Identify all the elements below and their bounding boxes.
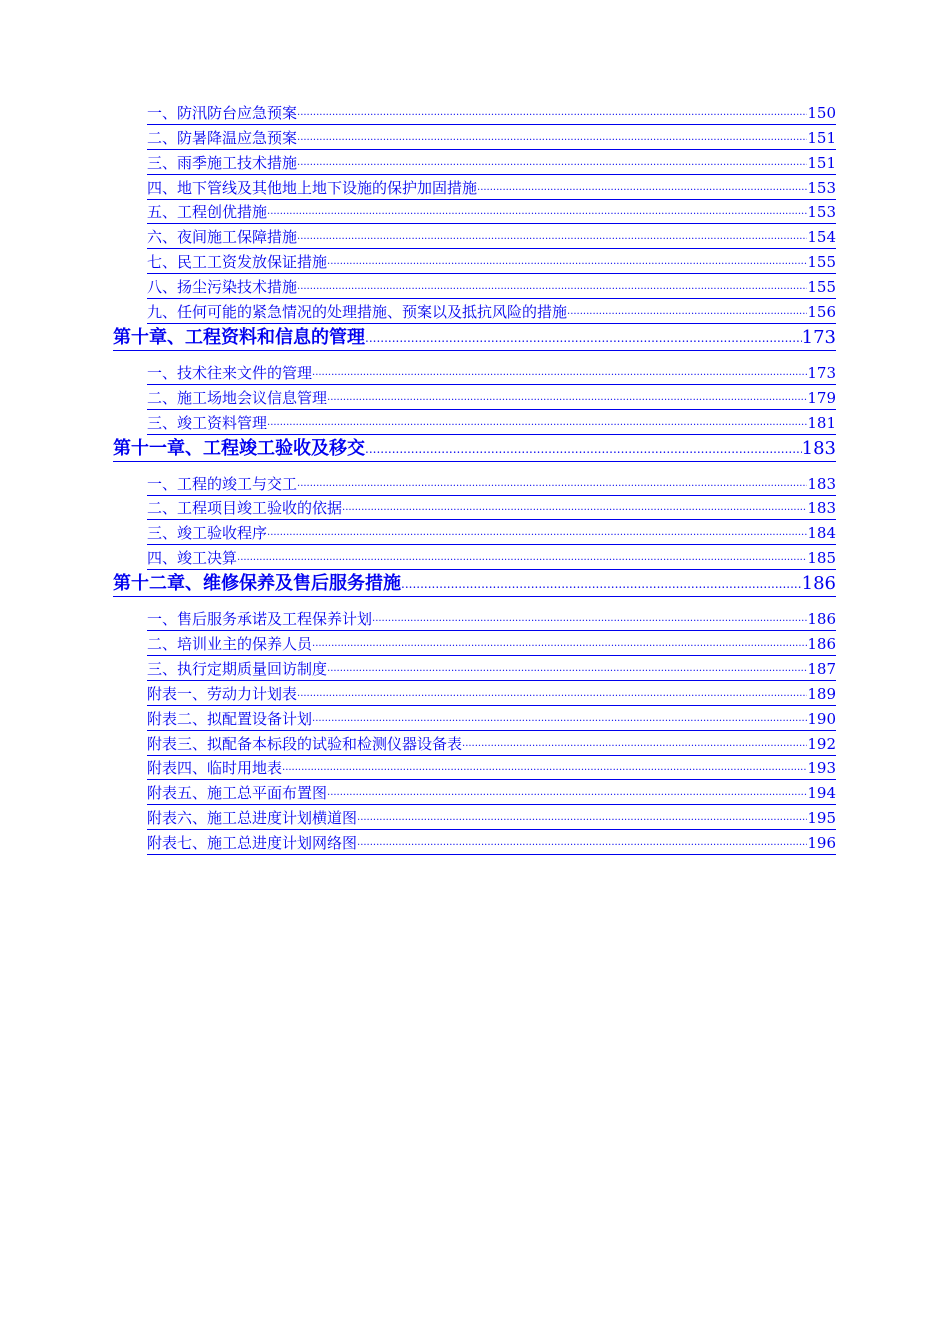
table-of-contents [113,100,836,855]
dot-leader [365,436,802,461]
dot-leader [567,298,807,323]
toc-entry-label: 一、防汛防台应急预案 [147,103,298,122]
toc-entry-label: 一、工程的竣工与交工 [147,474,298,493]
toc-page-number: 185 [807,549,836,568]
toc-entry-label: 五、工程创优措施 [147,203,268,222]
toc-page-number: 150 [807,103,836,122]
toc-entry[interactable] [147,545,836,570]
dot-leader [312,630,807,655]
toc-entry-label: 二、培训业主的保养人员 [147,635,313,654]
toc-entry-label: 附表二、拟配置设备计划 [147,709,313,728]
toc-entry[interactable] [147,606,836,631]
toc-entry-label: 附表三、拟配备本标段的试验和检测仪器设备表 [147,734,463,753]
toc-page-number: 179 [807,388,836,407]
toc-entry-label: 附表一、劳动力计划表 [147,684,298,703]
dot-leader [297,99,807,124]
dot-leader [312,705,807,730]
dot-leader [267,198,807,223]
toc-page-number: 173 [807,363,836,382]
toc-appendix-entry[interactable] [147,706,836,731]
toc-page-number: 186 [807,635,836,654]
toc-entry[interactable] [147,274,836,299]
toc-entry[interactable] [147,175,836,200]
toc-chapter-label: 第十章、工程资料和信息的管理 [113,327,365,349]
dot-leader [297,680,807,705]
toc-entry[interactable] [147,471,836,496]
dot-leader [357,829,807,854]
toc-entry[interactable] [147,224,836,249]
dot-leader [372,605,807,630]
dot-leader [462,730,807,755]
toc-entry[interactable] [147,385,836,410]
toc-page-number: 183 [801,437,836,459]
toc-entry-label: 四、地下管线及其他地上地下设施的保护加固措施 [147,178,478,197]
dot-leader [312,359,807,384]
toc-entry-label: 一、技术往来文件的管理 [147,363,313,382]
toc-appendix-entry[interactable] [147,805,836,830]
toc-page-number: 192 [807,734,836,753]
toc-entry[interactable] [147,656,836,681]
toc-entry[interactable] [147,631,836,656]
toc-page-number: 151 [807,153,836,172]
dot-leader [297,149,807,174]
toc-chapter-heading[interactable] [113,325,836,351]
toc-page-number: 156 [807,303,836,322]
toc-page-number: 187 [807,659,836,678]
toc-entry-label: 九、任何可能的紧急情况的处理措施、预案以及抵抗风险的措施 [147,303,568,322]
toc-entry-label: 二、工程项目竣工验收的依据 [147,499,343,518]
toc-entry[interactable] [147,360,836,385]
dot-leader [267,519,807,544]
toc-entry[interactable] [147,125,836,150]
toc-entry-label: 一、售后服务承诺及工程保养计划 [147,610,373,629]
toc-entry-label: 附表四、临时用地表 [147,759,283,778]
toc-appendix-entry[interactable] [147,780,836,805]
dot-leader [297,223,807,248]
toc-entry[interactable] [147,100,836,125]
dot-leader [327,248,807,273]
dot-leader [327,779,807,804]
dot-leader [401,571,802,596]
toc-page-number: 173 [801,327,836,349]
toc-entry-label: 八、扬尘污染技术措施 [147,278,298,297]
toc-page-number: 155 [807,253,836,272]
toc-chapter-heading[interactable] [113,436,836,462]
toc-page-number: 186 [807,610,836,629]
dot-leader [297,124,807,149]
toc-entry-label: 三、竣工资料管理 [147,413,268,432]
toc-chapter-label: 第十二章、维修保养及售后服务措施 [113,573,401,595]
toc-page-number: 153 [807,203,836,222]
toc-page-number: 190 [807,709,836,728]
toc-entry-label: 三、执行定期质量回访制度 [147,659,328,678]
toc-page-number: 194 [807,784,836,803]
toc-chapter-label: 第十一章、工程竣工验收及移交 [113,437,365,459]
toc-entry-label: 附表五、施工总平面布置图 [147,784,328,803]
toc-page-number: 193 [807,759,836,778]
toc-appendix-entry[interactable] [147,731,836,756]
dot-leader [357,804,807,829]
dot-leader [297,470,807,495]
toc-appendix-entry[interactable] [147,756,836,781]
toc-page-number: 195 [807,809,836,828]
toc-page-number: 154 [807,228,836,247]
toc-entry[interactable] [147,299,836,324]
toc-entry[interactable] [147,200,836,225]
dot-leader [267,409,807,434]
toc-entry[interactable] [147,150,836,175]
dot-leader [327,655,807,680]
toc-page-number: 196 [807,834,836,853]
toc-page-number: 153 [807,178,836,197]
toc-page-number: 181 [807,413,836,432]
toc-page-number: 151 [807,128,836,147]
dot-leader [237,544,807,569]
toc-entry[interactable] [147,410,836,435]
toc-entry-label: 四、竣工决算 [147,549,238,568]
toc-appendix-entry[interactable] [147,830,836,855]
toc-entry-label: 七、民工工资发放保证措施 [147,253,328,272]
toc-entry-label: 三、竣工验收程序 [147,524,268,543]
dot-leader [327,384,807,409]
dot-leader [477,174,807,199]
toc-entry-label: 附表六、施工总进度计划横道图 [147,809,358,828]
toc-entry-label: 附表七、施工总进度计划网络图 [147,834,358,853]
dot-leader [342,494,807,519]
toc-page-number: 184 [807,524,836,543]
toc-page-number: 155 [807,278,836,297]
toc-page-number: 189 [807,684,836,703]
toc-entry-label: 六、夜间施工保障措施 [147,228,298,247]
toc-entry[interactable] [147,520,836,545]
dot-leader [297,273,807,298]
toc-page-number: 183 [807,499,836,518]
toc-entry[interactable] [147,249,836,274]
dot-leader [282,754,807,779]
toc-chapter-heading[interactable] [113,571,836,597]
dot-leader [365,325,802,350]
toc-entry[interactable] [147,496,836,521]
toc-entry-label: 二、施工场地会议信息管理 [147,388,328,407]
toc-page-number: 183 [807,474,836,493]
toc-appendix-entry[interactable] [147,681,836,706]
toc-page-number: 186 [801,573,836,595]
toc-entry-label: 三、雨季施工技术措施 [147,153,298,172]
toc-entry-label: 二、防暑降温应急预案 [147,128,298,147]
